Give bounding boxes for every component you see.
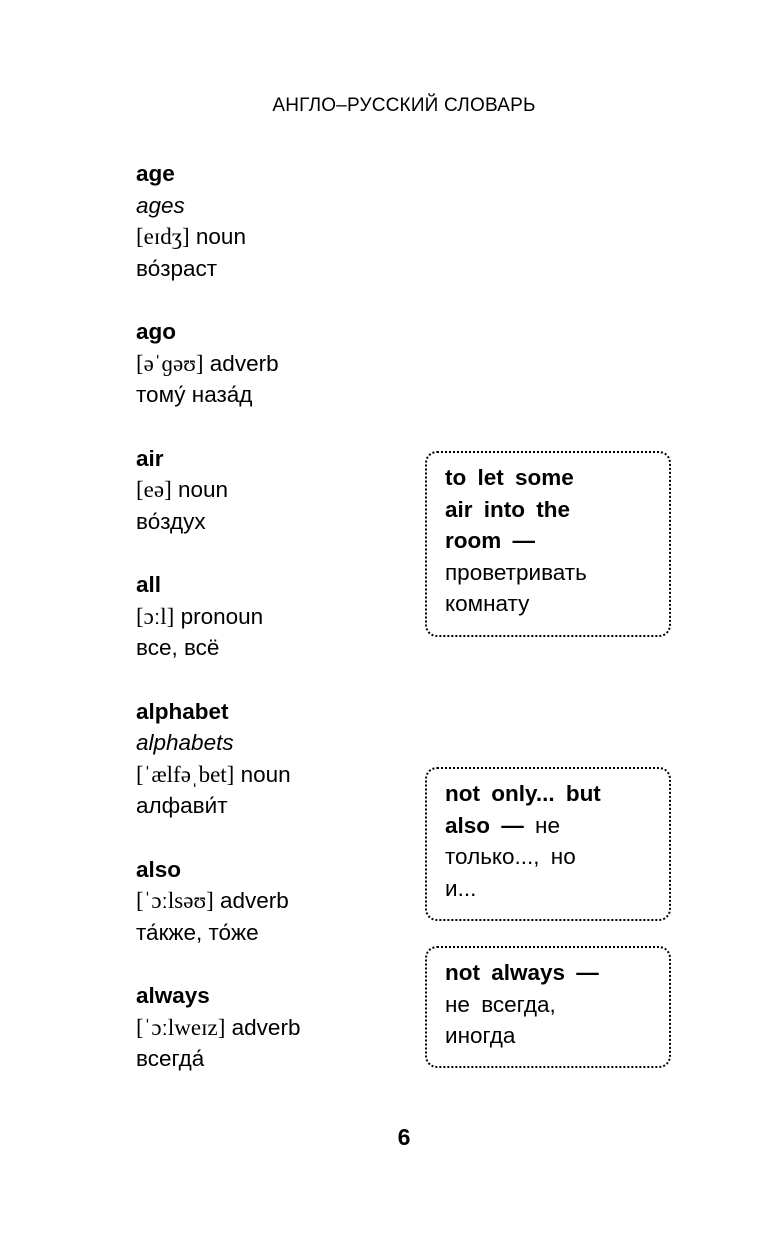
- usage-note-also: [425, 767, 671, 921]
- plural-form: ages: [136, 192, 185, 218]
- usage-note-air: [425, 451, 671, 637]
- transcription: [ɔːl]: [136, 603, 175, 629]
- entry-also: [136, 854, 406, 949]
- translation: алфави́т: [136, 793, 228, 818]
- entry-alphabet: [136, 696, 406, 822]
- usage-note-always: [425, 946, 671, 1068]
- note-line: room —: [445, 528, 536, 553]
- transcription: [əˈɡəʊ]: [136, 350, 204, 376]
- note-line-russian: не: [523, 812, 560, 838]
- entry-air: [136, 443, 406, 538]
- note-line: [445, 810, 653, 842]
- pronunciation-line: [136, 1012, 406, 1044]
- part-of-speech: adverb: [231, 1014, 301, 1040]
- headword: always: [136, 983, 210, 1008]
- note-line: только..., но: [445, 844, 576, 869]
- note-line: иногда: [445, 1023, 516, 1048]
- pronunciation-line: [136, 601, 406, 633]
- headword: all: [136, 572, 162, 597]
- note-line: to let some: [445, 465, 574, 490]
- headword: air: [136, 445, 164, 471]
- translation: все, всё: [136, 635, 220, 660]
- dictionary-entries: [136, 158, 406, 1107]
- note-line: not always —: [445, 960, 599, 985]
- headword: alphabet: [136, 698, 229, 724]
- entry-ago: [136, 316, 406, 411]
- plural-form: alphabets: [136, 730, 234, 755]
- transcription: [ˈælfəˌbet]: [136, 761, 235, 787]
- part-of-speech: noun: [178, 477, 229, 502]
- part-of-speech: adverb: [220, 888, 289, 913]
- running-header: АНГЛО–РУССКИЙ СЛОВАРЬ: [272, 95, 536, 116]
- translation: во́здух: [136, 508, 206, 534]
- note-line: и...: [445, 875, 477, 901]
- headword: also: [136, 856, 182, 882]
- translation: тому́ наза́д: [136, 382, 253, 407]
- headword: age: [136, 161, 175, 186]
- pronunciation-line: [136, 348, 406, 380]
- part-of-speech: noun: [195, 224, 246, 249]
- note-line: проветривать: [445, 559, 587, 585]
- part-of-speech: pronoun: [180, 603, 264, 629]
- pronunciation-line: [136, 885, 406, 917]
- transcription: [ˈɔːlweɪz]: [136, 1014, 226, 1040]
- pronunciation-line: [136, 759, 406, 791]
- transcription: [ˈɔːlsəʊ]: [136, 888, 214, 913]
- note-line: не всегда,: [445, 991, 556, 1017]
- part-of-speech: noun: [240, 761, 291, 787]
- pronunciation-line: [136, 474, 406, 506]
- note-line: not only... but: [445, 781, 601, 806]
- entry-all: [136, 569, 406, 664]
- page-number: 6: [397, 1124, 411, 1150]
- note-line-english: also —: [445, 812, 524, 838]
- note-line: air into the: [445, 496, 571, 522]
- translation: во́зраст: [136, 255, 218, 281]
- entry-always: [136, 980, 406, 1075]
- part-of-speech: adverb: [209, 350, 279, 376]
- translation: та́кже, то́же: [136, 919, 259, 945]
- translation: всегда́: [136, 1046, 205, 1071]
- entry-age: [136, 158, 406, 284]
- note-line: комнату: [445, 591, 530, 616]
- transcription: [eɪdʒ]: [136, 224, 190, 249]
- headword: ago: [136, 319, 177, 344]
- transcription: [eə]: [136, 477, 172, 502]
- pronunciation-line: [136, 221, 406, 253]
